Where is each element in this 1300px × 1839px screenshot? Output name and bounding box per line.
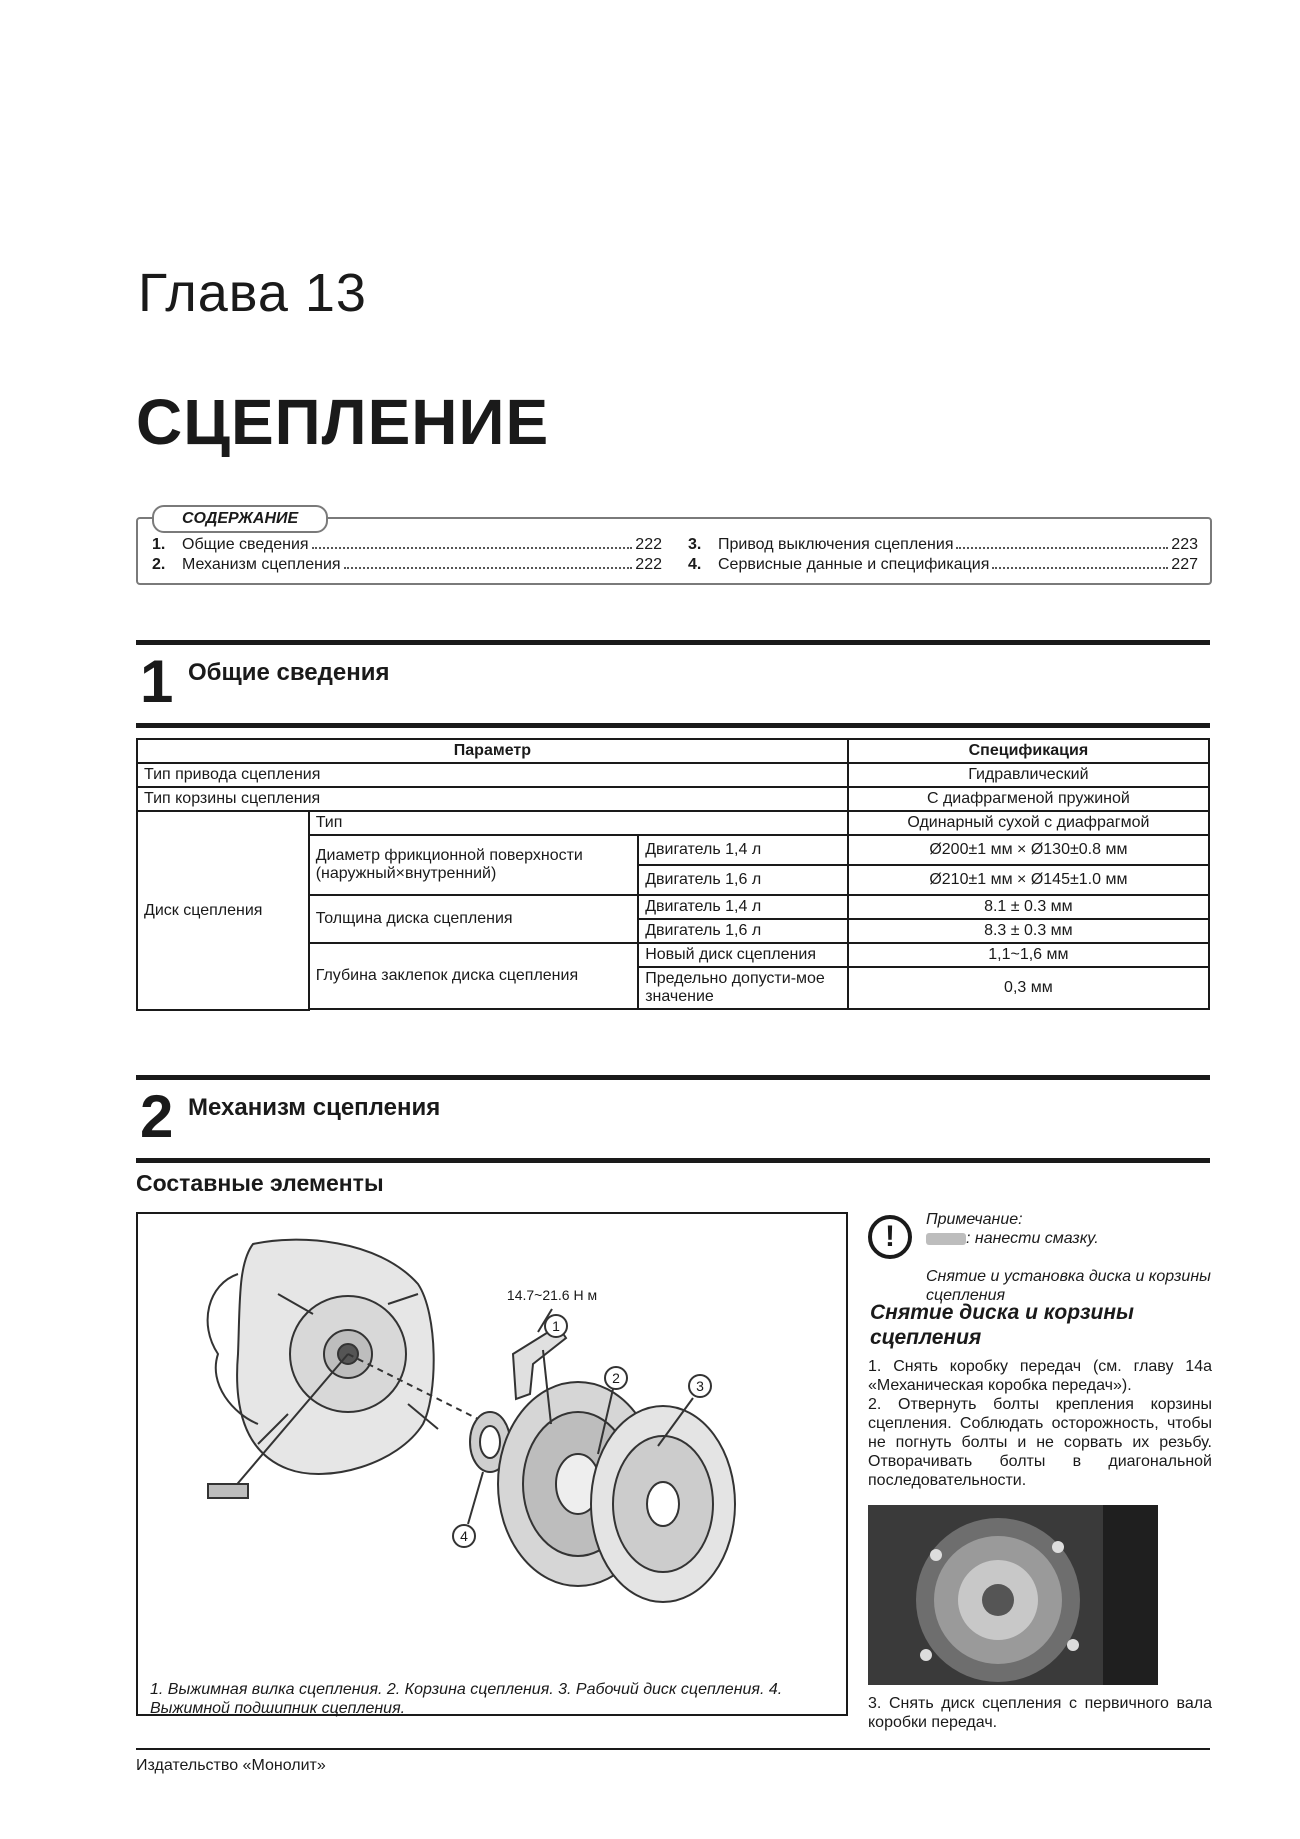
table-row: Двигатель 1,6 л 8.3 ± 0.3 мм [137, 919, 1209, 943]
table-row: Предельно допусти-мое значение 0,3 мм [137, 967, 1209, 1009]
step-2: 2. Отвернуть болты крепления корзины сцепления. Соблюдать осторожность, чтобы не погнуть болты и не сорвать их резьбу. Отворачивать болты в диагональной последовательности. [868, 1396, 1212, 1489]
table-row: Диск сцепления Тип Одинарный сухой с диафрагмой [137, 811, 1209, 835]
callout-4 [453, 1525, 475, 1547]
clutch-diagram [138, 1214, 846, 1674]
grease-icon [926, 1233, 966, 1245]
svg-text:1: 1 [552, 1318, 560, 1334]
table-header: Параметр [137, 739, 848, 763]
step-1: 1. Снять коробку передач (см. главу 14а «Механическая коробка передач»). [868, 1358, 1212, 1394]
table-row: Диаметр фрикционной поверхности (наружный×внутренний) Двигатель 1,4 л Ø200±1 мм × Ø130±0.8 мм [137, 835, 1209, 865]
contents-box [136, 510, 1212, 585]
table-row: Тип привода сцепления Гидравлический [137, 763, 1209, 787]
section-number: 1 [140, 648, 174, 715]
toc-item[interactable]: 4. Сервисные данные и спецификация 227 [688, 556, 1198, 573]
figure-caption: 1. Выжимная вилка сцепления. 2. Корзина сцепления. 3. Рабочий диск сцепления. 4. Выжимной подшипник сцепления. [150, 1681, 783, 1717]
table-header: Спецификация [848, 739, 1209, 763]
callout-3 [689, 1375, 711, 1397]
torque-label: 14.7~21.6 Н м [506, 1287, 598, 1303]
note-subtitle: Снятие и установка диска и корзины сцепления [926, 1268, 1211, 1304]
note-text: Примечание: : нанести смазку. [926, 1211, 1099, 1247]
section-title: Общие сведения [188, 659, 390, 686]
removal-heading: Снятие диска и корзины сцепления [870, 1301, 1134, 1349]
toc-item[interactable]: 3. Привод выключения сцепления 223 [688, 536, 1198, 553]
spec-table [136, 738, 1210, 1011]
callout-2 [605, 1367, 627, 1389]
section-title: Механизм сцепления [188, 1094, 441, 1121]
section-number: 2 [140, 1083, 174, 1150]
svg-text:4: 4 [460, 1528, 468, 1544]
table-row: Глубина заклепок диска сцепления Новый диск сцепления 1,1~1,6 мм [137, 943, 1209, 967]
svg-text:3: 3 [696, 1378, 704, 1394]
warning-icon: ! [868, 1215, 912, 1259]
section-1-header [136, 640, 1210, 728]
chapter-title: СЦЕПЛЕНИЕ [136, 386, 550, 458]
toc-item[interactable]: 2. Механизм сцепления 222 [152, 556, 662, 573]
table-row: Двигатель 1,6 л Ø210±1 мм × Ø145±1.0 мм [137, 865, 1209, 895]
components-heading: Составные элементы [136, 1170, 384, 1196]
table-row: Толщина диска сцепления Двигатель 1,4 л 8.1 ± 0.3 мм [137, 895, 1209, 919]
clutch-photo [868, 1505, 1158, 1685]
svg-text:2: 2 [612, 1370, 620, 1386]
callout-1 [545, 1315, 567, 1337]
toc-item[interactable]: 1. Общие сведения 222 [152, 536, 662, 553]
table-row: Тип корзины сцепления С диафрагменой пружиной [137, 787, 1209, 811]
contents-tag: СОДЕРЖАНИЕ [152, 505, 328, 533]
section-2-header [136, 1075, 1210, 1163]
clutch-exploded-figure [136, 1212, 848, 1716]
step-3: 3. Снять диск сцепления с первичного вала коробки передач. [868, 1695, 1212, 1731]
chapter-label: Глава 13 [138, 263, 367, 323]
publisher-footer: Издательство «Монолит» [136, 1757, 326, 1774]
